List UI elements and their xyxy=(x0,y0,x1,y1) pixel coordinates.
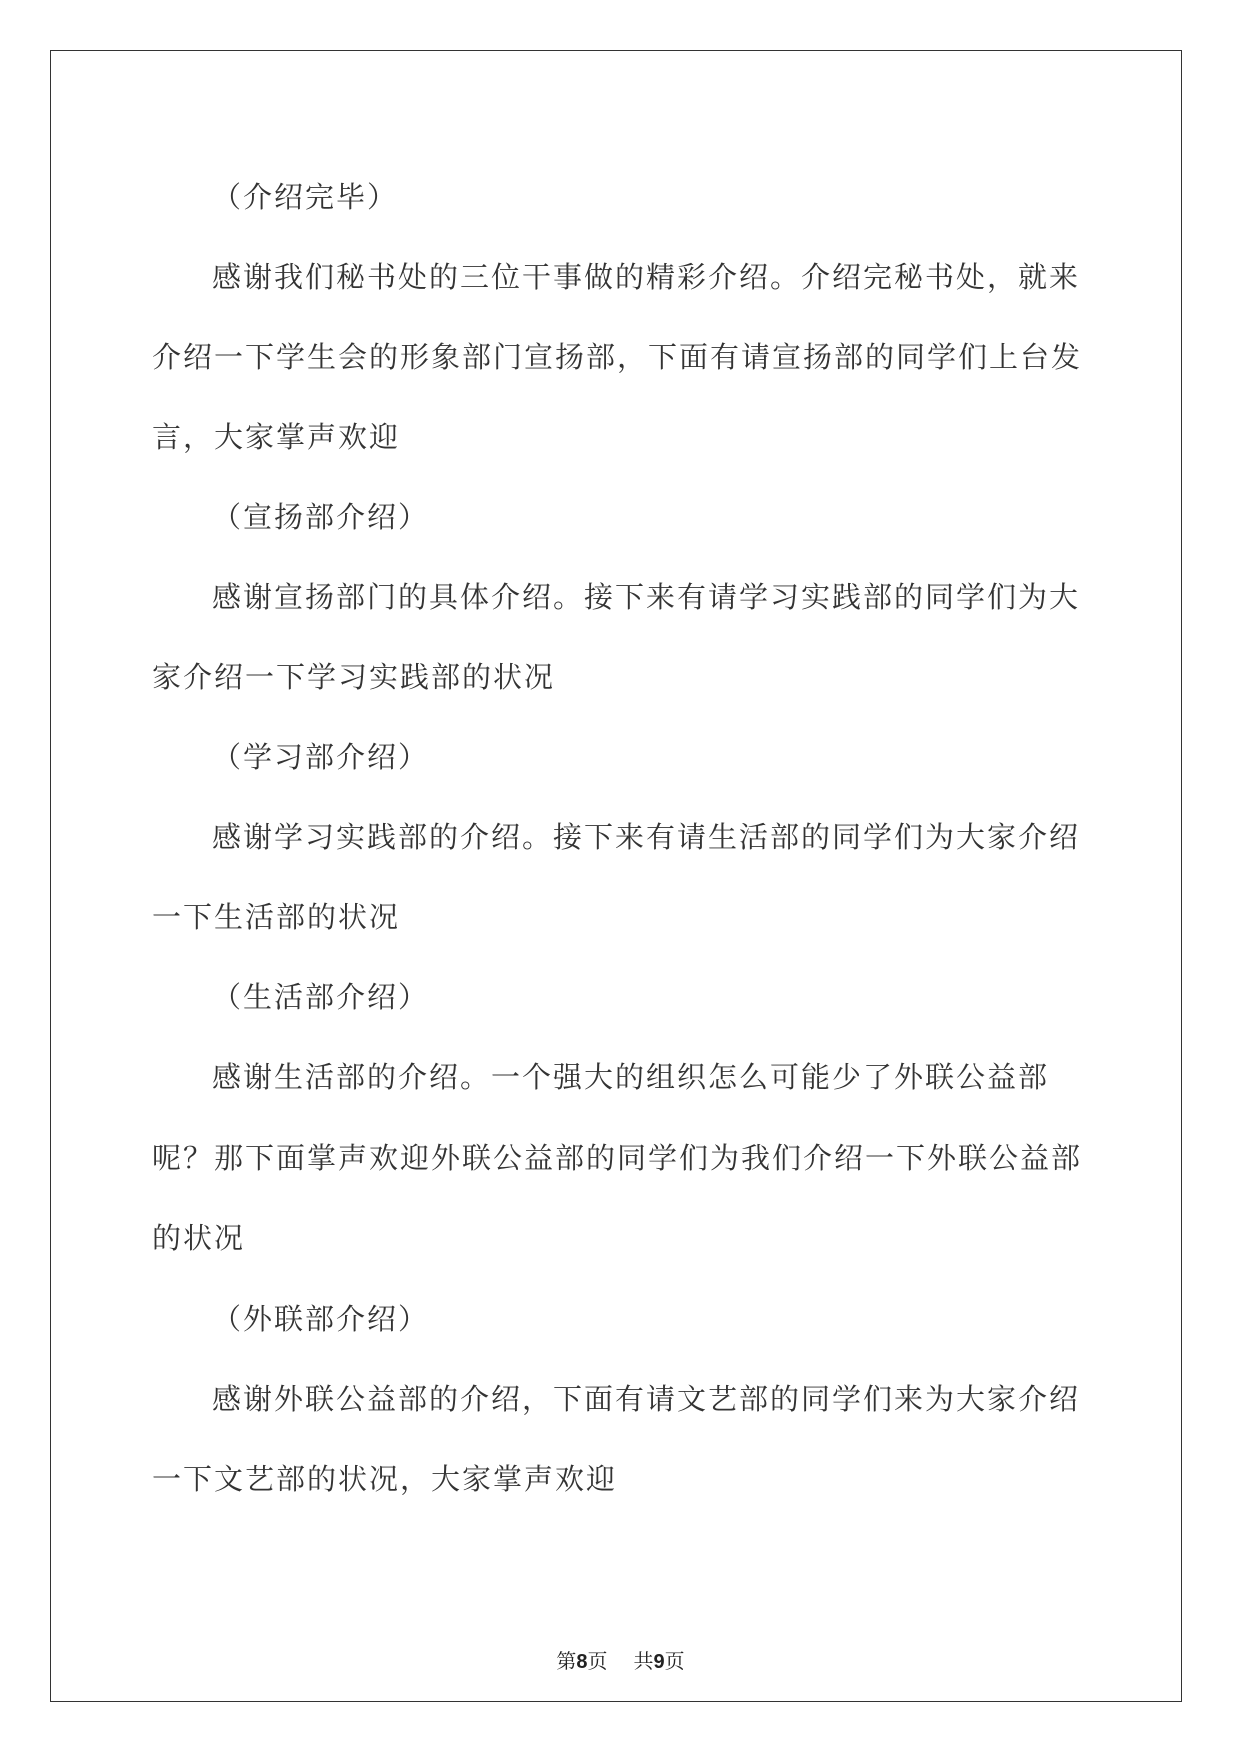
paragraph-life-heading: （生活部介绍） xyxy=(212,980,430,1014)
paragraph-publicity-heading: （宣扬部介绍） xyxy=(212,500,430,534)
paragraph-intro-done: （介绍完毕） xyxy=(212,180,399,214)
paragraph-outreach-heading: （外联部介绍） xyxy=(212,1301,430,1336)
total-suffix: 页 xyxy=(664,1649,685,1673)
paragraph-arts-intro: 感谢外联公益部的介绍，下面有请文艺部的同学们来为大家介绍一下文艺部的状况，大家掌声欢迎 xyxy=(152,1381,1081,1496)
total-prefix: 共 xyxy=(633,1649,654,1673)
paragraph-publicity-intro: 感谢我们秘书处的三位干事做的精彩介绍。介绍完秘书处，就来介绍一下学生会的形象部门宣扬部，下面有请宣扬部的同学们上台发言，大家掌声欢迎 xyxy=(152,260,1083,454)
total-pages: 9 xyxy=(653,1651,665,1673)
page-number: 8 xyxy=(576,1651,588,1673)
page-suffix: 页 xyxy=(587,1649,608,1673)
paragraph-life-intro: 感谢学习实践部的介绍。接下来有请生活部的同学们为大家介绍一下生活部的状况 xyxy=(152,820,1081,934)
page-footer xyxy=(0,1645,1241,1674)
paragraph-outreach-intro: 感谢生活部的介绍。一个强大的组织怎么可能少了外联公益部呢？那下面掌声欢迎外联公益部的同学们为我们介绍一下外联公益部的状况 xyxy=(152,1060,1083,1255)
page-prefix: 第 xyxy=(556,1649,577,1673)
paragraph-study-intro: 感谢宣扬部门的具体介绍。接下来有请学习实践部的同学们为大家介绍一下学习实践部的状况 xyxy=(152,580,1081,694)
document-body xyxy=(152,157,1082,1519)
paragraph-study-heading: （学习部介绍） xyxy=(212,740,430,774)
